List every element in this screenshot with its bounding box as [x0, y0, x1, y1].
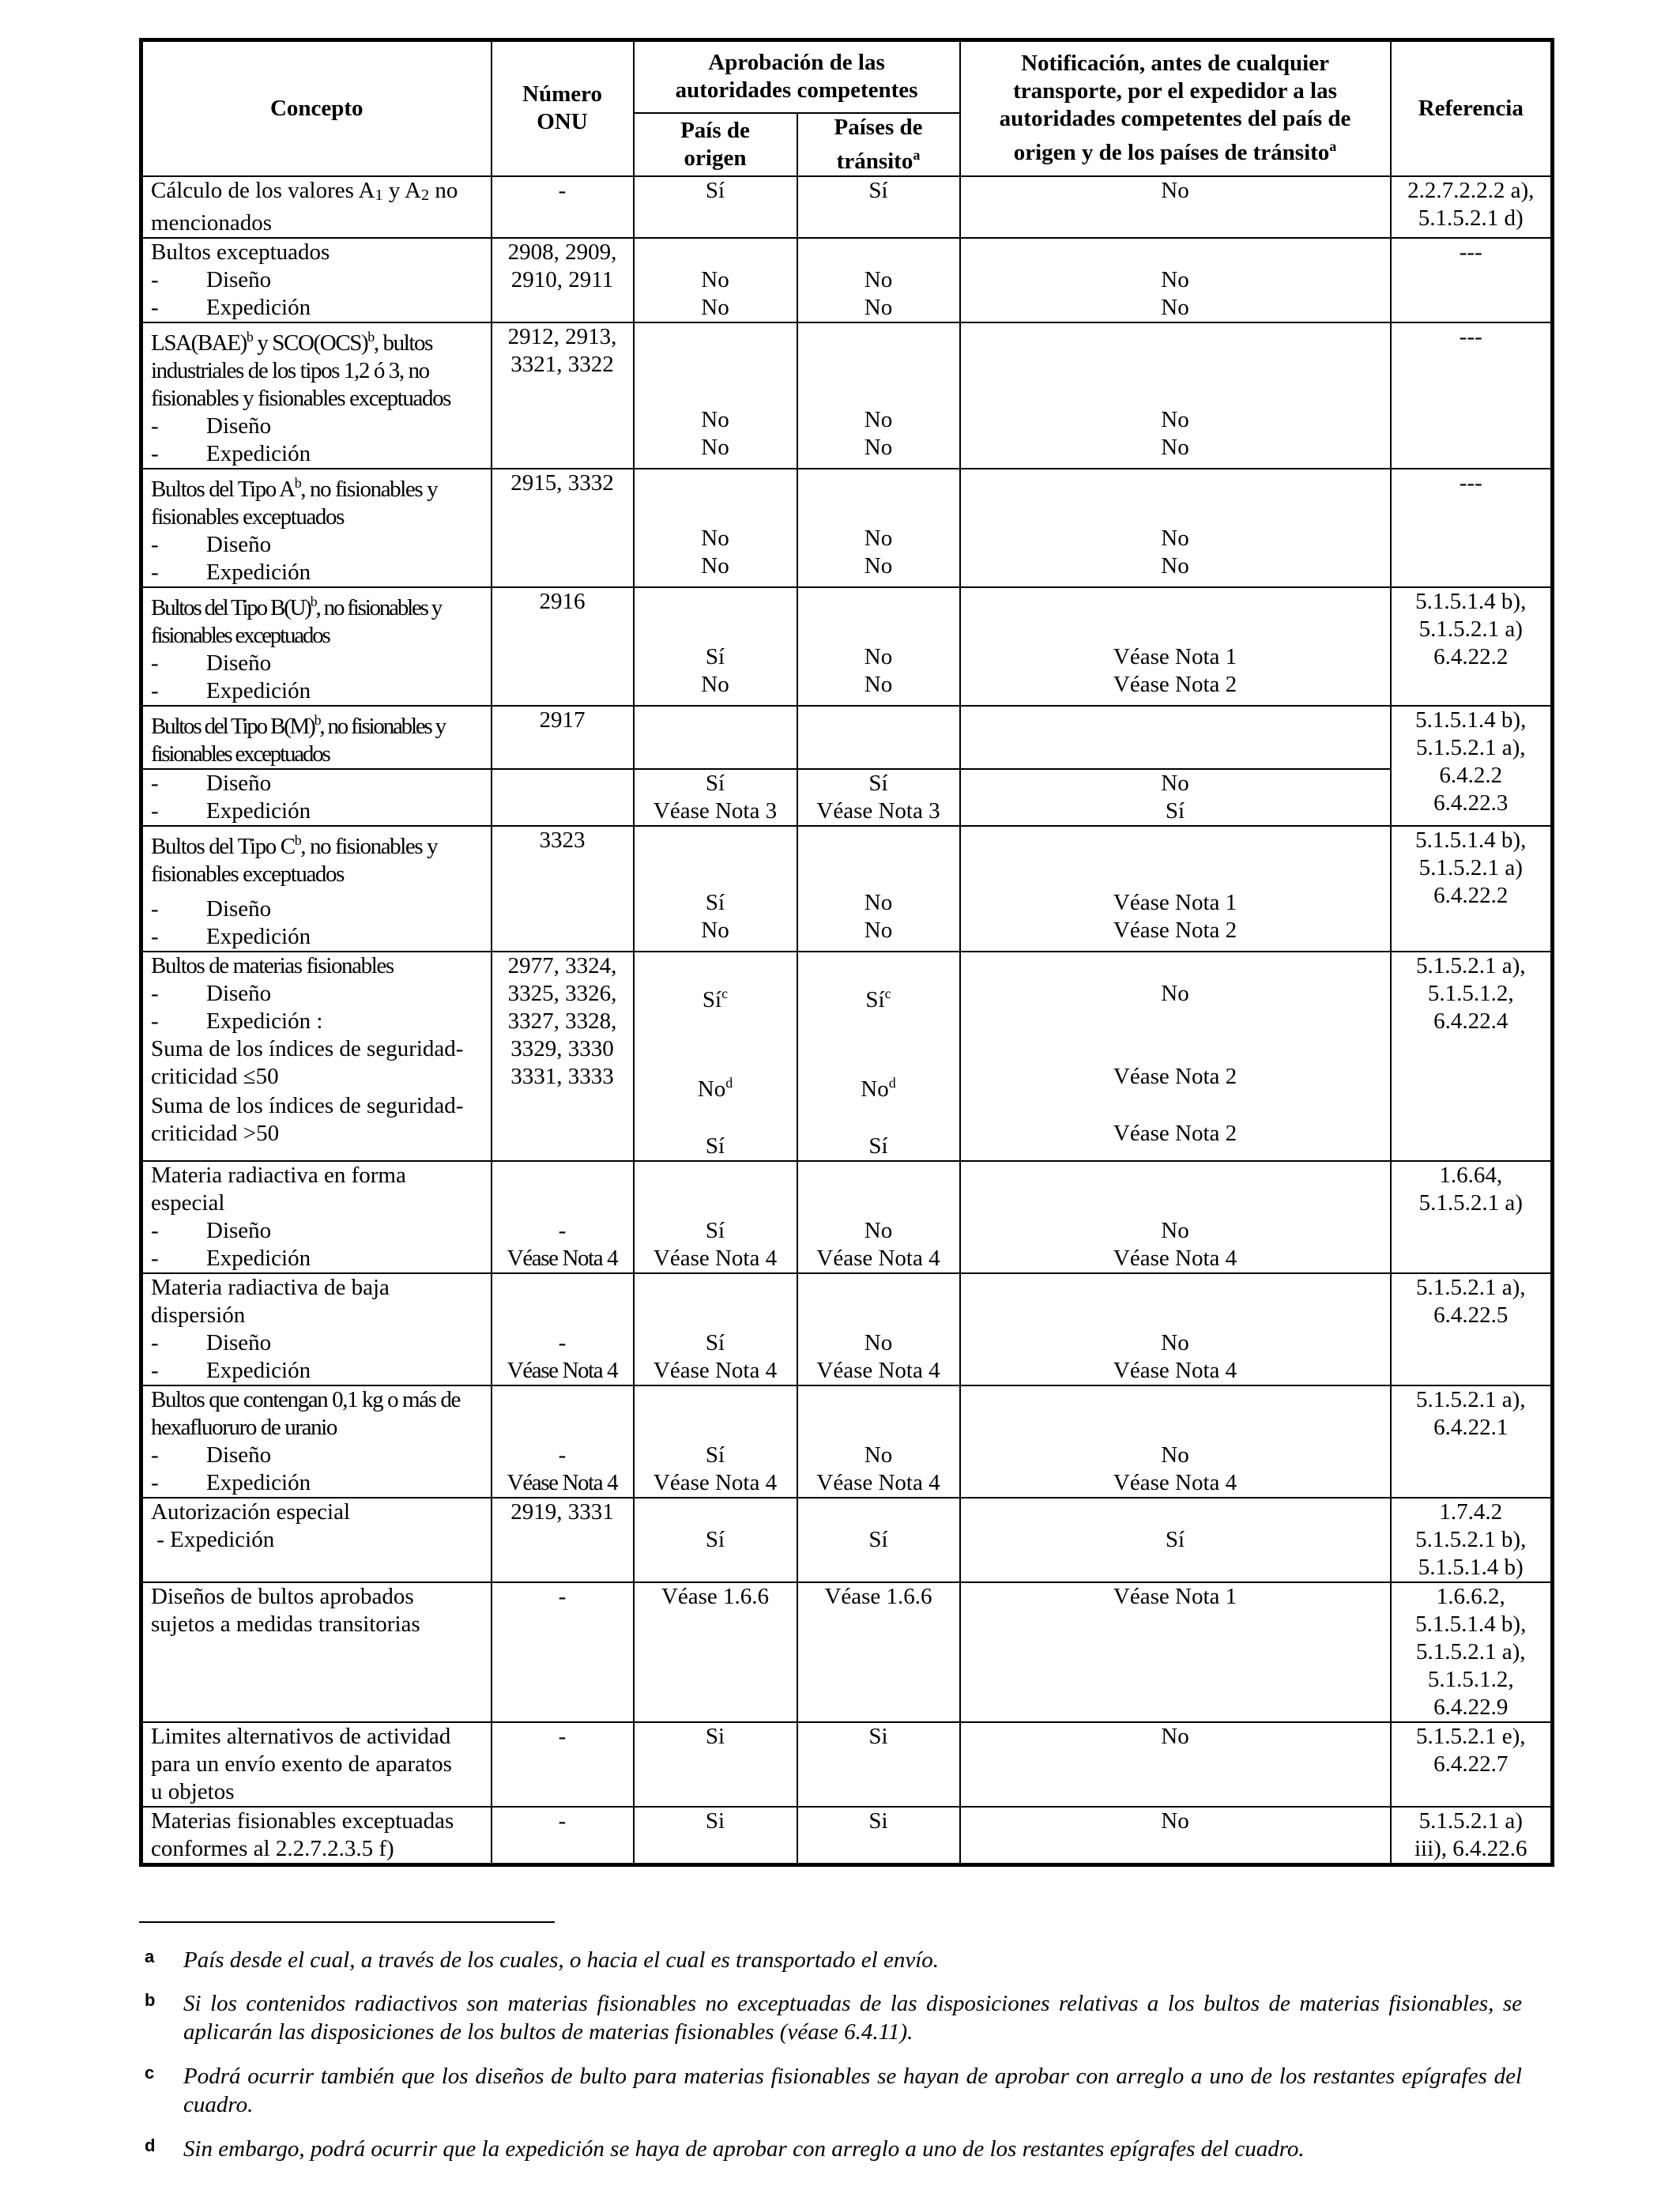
notificacion-cell: No Véase Nota 4: [960, 1385, 1391, 1498]
table-row: [141, 1385, 1553, 1498]
concepto-cell: Limites alternativos de actividad para un envío exento de aparatos u objetos: [141, 1722, 492, 1807]
notificacion-cell: No Véase Nota 2 Véase Nota 2: [960, 952, 1391, 1161]
table-row: [141, 826, 1553, 952]
origen-cell: No No: [634, 238, 797, 322]
referencia-cell: 1.6.6.2, 5.1.5.1.4 b), 5.1.5.2.1 a), 5.1.5.1.2, 6.4.22.9: [1391, 1582, 1553, 1722]
concepto-cell: Materia radiactiva en forma especial - Diseño - Expedición: [141, 1161, 492, 1273]
transito-cell: $Sí^c$ No$^d$ Sí: [797, 952, 960, 1161]
onu-cell: 2912, 2913, 3321, 3322: [492, 322, 634, 469]
notificacion-cell: No No: [960, 469, 1391, 587]
origen-cell: Sí Véase Nota 4: [634, 1161, 797, 1273]
notificacion-cell: [960, 706, 1391, 769]
footnote-d: [139, 2135, 1522, 2163]
concepto-cell: Cálculo de los valores A1 y A2 no mencionados: [141, 176, 492, 238]
onu-cell: -: [492, 1722, 634, 1807]
concepto-cell: - Diseño - Expedición: [141, 769, 492, 826]
origen-cell: Sí Véase Nota 4: [634, 1385, 797, 1498]
transito-cell: [797, 706, 960, 769]
origen-cell: No No: [634, 469, 797, 587]
table-row: [141, 1161, 1553, 1273]
transito-cell: No No: [797, 587, 960, 706]
notificacion-cell: Véase Nota 1: [960, 1582, 1391, 1722]
transito-cell: Véase 1.6.6: [797, 1582, 960, 1722]
onu-cell: - Véase Nota 4: [492, 1385, 634, 1498]
header-referencia: Referencia: [1391, 40, 1553, 176]
footnote-mark: a: [145, 1947, 155, 1966]
table-row: [141, 952, 1553, 1161]
origen-cell: Sí No: [634, 826, 797, 952]
table-row: [141, 706, 1553, 769]
notificacion-cell: Sí: [960, 1498, 1391, 1582]
referencia-cell: 1.7.4.2 5.1.5.2.1 b), 5.1.5.1.4 b): [1391, 1498, 1553, 1582]
transito-cell: No No: [797, 826, 960, 952]
transito-cell: Si: [797, 1722, 960, 1807]
onu-cell: -: [492, 176, 634, 238]
concepto-cell: LSA(BAE)$^b$ y SCO(OCS)$^b$, bultos industriales de los tipos 1,2 ó 3, no fisionables y fisionables exceptuados - Diseño - Expedición: [141, 322, 492, 469]
concepto-cell: Bultos que contengan 0,1 kg o más de hexafluoruro de uranio - Diseño - Expedición: [141, 1385, 492, 1498]
table-row: [141, 769, 1553, 826]
concepto-cell: Bultos del Tipo $B(U)^b$, no fisionables y fisionables exceptuados - Diseño - Expedición: [141, 587, 492, 706]
table-row: [141, 238, 1553, 322]
footnote-separator: [139, 1921, 555, 1923]
notificacion-cell: No: [960, 1722, 1391, 1807]
referencia-cell: 5.1.5.2.1 a), 6.4.22.5: [1391, 1273, 1553, 1385]
origen-cell: Sí Véase Nota 3: [634, 769, 797, 826]
transito-cell: No Véase Nota 4: [797, 1385, 960, 1498]
referencia-cell: 5.1.5.2.1 e), 6.4.22.7: [1391, 1722, 1553, 1807]
transito-cell: No Véase Nota 4: [797, 1161, 960, 1273]
header-numero-onu: Número ONU: [492, 40, 634, 176]
transito-cell: No No: [797, 322, 960, 469]
concepto-cell: Diseños de bultos aprobados sujetos a medidas transitorias: [141, 1582, 492, 1722]
origen-cell: [634, 706, 797, 769]
header-aprobacion: Aprobación de las autoridades competentes: [634, 40, 960, 113]
referencia-cell: 5.1.5.1.4 b), 5.1.5.2.1 a), 6.4.2.2 6.4.22.3: [1391, 706, 1553, 826]
origen-cell: Si: [634, 1722, 797, 1807]
origen-cell: Véase 1.6.6: [634, 1582, 797, 1722]
notificacion-cell: No Sí: [960, 769, 1391, 826]
onu-cell: 2919, 3331: [492, 1498, 634, 1582]
onu-cell: 2908, 2909, 2910, 2911: [492, 238, 634, 322]
concepto-cell: Materias fisionables exceptuadas conformes al 2.2.7.2.3.5 f): [141, 1807, 492, 1865]
transito-cell: Sí Véase Nota 3: [797, 769, 960, 826]
footnote-b: [139, 1989, 1522, 2046]
concepto-cell: Bultos de materias fisionables - Diseño - Expedición : Suma de los índices de seguridad- criticidad ≤50 Suma de los índices de seguridad- criticidad >50: [141, 952, 492, 1161]
footnote-c: [139, 2062, 1522, 2119]
transito-cell: No No: [797, 469, 960, 587]
referencia-cell: 5.1.5.1.4 b), 5.1.5.2.1 a) 6.4.22.2: [1391, 826, 1553, 952]
onu-cell: [492, 769, 634, 826]
onu-cell: 2917: [492, 706, 634, 769]
notificacion-cell: Véase Nota 1 Véase Nota 2: [960, 587, 1391, 706]
table-row: [141, 469, 1553, 587]
concepto-cell: Bultos del Tipo $C^b$, no fisionables y fisionables exceptuados - Diseño - Expedición: [141, 826, 492, 952]
transito-cell: Sí: [797, 1498, 960, 1582]
header-concepto: Concepto: [141, 40, 492, 176]
onu-cell: - Véase Nota 4: [492, 1273, 634, 1385]
footnote-text: Si los contenidos radiactivos son materias fisionables no exceptuadas de las disposiciones relativas a los bultos de materias fisionables, se aplicarán las disposiciones de los bultos de materias fisionables (véase 6.4.11).: [183, 1991, 1522, 2045]
notificacion-cell: No Véase Nota 4: [960, 1161, 1391, 1273]
concepto-cell: Bultos del Tipo $A^b$, no fisionables y fisionables exceptuados - Diseño - Expedición: [141, 469, 492, 587]
origen-cell: No No: [634, 322, 797, 469]
transito-cell: No Véase Nota 4: [797, 1273, 960, 1385]
origen-cell: Si: [634, 1807, 797, 1865]
referencia-cell: ---: [1391, 238, 1553, 322]
table-row: [141, 1722, 1553, 1807]
onu-cell: -: [492, 1807, 634, 1865]
table-row: [141, 587, 1553, 706]
referencia-cell: 5.1.5.1.4 b), 5.1.5.2.1 a) 6.4.22.2: [1391, 587, 1553, 706]
referencia-cell: 2.2.7.2.2.2 a), 5.1.5.2.1 d): [1391, 176, 1553, 238]
referencia-cell: ---: [1391, 322, 1553, 469]
referencia-cell: 5.1.5.2.1 a), 5.1.5.1.2, 6.4.22.4: [1391, 952, 1553, 1161]
footnote-mark: d: [145, 2136, 156, 2155]
notificacion-cell: No Véase Nota 4: [960, 1273, 1391, 1385]
origen-cell: Sí Véase Nota 4: [634, 1273, 797, 1385]
onu-cell: 2915, 3332: [492, 469, 634, 587]
onu-cell: - Véase Nota 4: [492, 1161, 634, 1273]
notificacion-cell: No No: [960, 322, 1391, 469]
onu-cell: 2916: [492, 587, 634, 706]
header-notificacion: Notificación, antes de cualquier transporte, por el expedidor a las autoridades competentes del país de origen y de los países de tránsito$^a$: [960, 40, 1391, 176]
table-row: [141, 1273, 1553, 1385]
referencia-cell: 5.1.5.2.1 a) iii), 6.4.22.6: [1391, 1807, 1553, 1865]
transito-cell: Sí: [797, 176, 960, 238]
notificacion-cell: No: [960, 1807, 1391, 1865]
onu-cell: -: [492, 1582, 634, 1722]
table-row: [141, 1582, 1553, 1722]
transito-cell: No No: [797, 238, 960, 322]
footnote-text: Podrá ocurrir también que los diseños de bulto para materias fisionables se hayan de aprobar con arreglo a uno de los restantes epígrafes del cuadro.: [183, 2064, 1522, 2117]
footnote-text: Sin embargo, podrá ocurrir que la expedición se haya de aprobar con arreglo a uno de los restantes epígrafes del cuadro.: [183, 2136, 1305, 2162]
origen-cell: Sí: [634, 176, 797, 238]
transito-cell: Si: [797, 1807, 960, 1865]
header-pais-origen: País de origen: [634, 113, 797, 176]
concepto-cell: Autorización especial - Expedición: [141, 1498, 492, 1582]
table-row: [141, 1807, 1553, 1865]
concepto-cell: Bultos del Tipo $B(M)^b$, no fisionables y fisionables exceptuados: [141, 706, 492, 769]
origen-cell: Sí No: [634, 587, 797, 706]
concepto-cell: Materia radiactiva de baja dispersión - Diseño - Expedición: [141, 1273, 492, 1385]
notificacion-cell: No No: [960, 238, 1391, 322]
footnote-a: [139, 1946, 1522, 1974]
table-row: [141, 176, 1553, 238]
onu-cell: 2977, 3324, 3325, 3326, 3327, 3328, 3329, 3330 3331, 3333: [492, 952, 634, 1161]
table-row: [141, 1498, 1553, 1582]
approval-table: [139, 38, 1554, 1867]
notificacion-cell: No: [960, 176, 1391, 238]
footnote-text: País desde el cual, a través de los cuales, o hacia el cual es transportado el envío.: [183, 1947, 940, 1973]
onu-cell: 3323: [492, 826, 634, 952]
referencia-cell: 1.6.64, 5.1.5.2.1 a): [1391, 1161, 1553, 1273]
referencia-cell: 5.1.5.2.1 a), 6.4.22.1: [1391, 1385, 1553, 1498]
footnote-mark: c: [145, 2063, 155, 2083]
origen-cell: Sí: [634, 1498, 797, 1582]
notificacion-cell: Véase Nota 1 Véase Nota 2: [960, 826, 1391, 952]
footnote-mark: b: [145, 1990, 156, 2010]
header-paises-transito: Países de tránsito$^a$: [797, 113, 960, 176]
concepto-cell: Bultos exceptuados - Diseño - Expedición: [141, 238, 492, 322]
origen-cell: $Sí^c$ No$^d$ Sí: [634, 952, 797, 1161]
table-row: [141, 322, 1553, 469]
referencia-cell: ---: [1391, 469, 1553, 587]
